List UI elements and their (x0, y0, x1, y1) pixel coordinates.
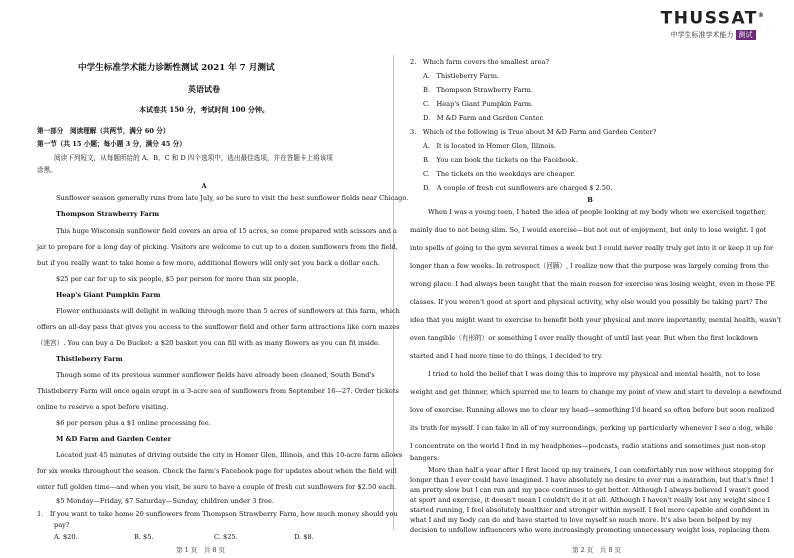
passage-line: classes. If you weren't good at sport and physical activity, why else would you possibly be taking part? The (410, 298, 768, 306)
passage-line: offers an all-day pass that gives you access to the sunflower field and other farm attractions like corn mazes (37, 323, 400, 331)
passage-line: I tried to hold the belief that I was doing this to improve my physical and mental health, not to lose (428, 370, 761, 378)
farm-heading: Thistleberry Farm (56, 355, 123, 363)
answer-option: A. $20. (54, 533, 78, 541)
passage-line: love of exercise. Running allows me to clear my head—something I'd heard so often before but soon realized (410, 406, 775, 414)
passage-line: $6 per person plus a $1 online processing fee. (56, 419, 211, 427)
passage-line: at sport and exercise, it doesn't mean I couldn't do it at all. Although I haven't really lost any weight since I (410, 496, 771, 504)
passage-line: $5 Monday—Friday, $7 Saturday—Sunday, children under 3 free. (56, 497, 275, 505)
passage-line: its truth for myself. I can take in all of my surroundings, perking up particularly whenever I see a dog, while (410, 424, 774, 432)
passage-line: jar to prepare for a long day of picking. Visitors are welcome to cut up to a dozen sunflowers from the field, (37, 243, 398, 251)
part-heading: 第一部分 阅读理解（共两节，满分 60 分） (37, 127, 170, 135)
exam-title: 中学生标准学术能力诊断性测试 2021 年 7 月测试 (78, 63, 275, 73)
answer-option: C. Heap's Giant Pumpkin Farm. (423, 100, 534, 108)
passage-line: When I was a young teen, I hated the idea of people looking at my body when we exercised together, (428, 208, 766, 216)
instructions-line: 涂黑。 (37, 166, 57, 174)
instructions-line: 阅读下列短文，从每题所给的 A、B、C 和 D 四个选项中，选出最佳选项，并在答题卡上将该项 (54, 154, 333, 162)
passage-line: longer than a few weeks. In retrospect（回顾）, I realize now that the purpose was largely coming from the (410, 262, 769, 270)
right-page (406, 0, 782, 558)
answer-option: B. Thompson Strawberry Farm. (423, 86, 534, 94)
logo-wordmark: THUSSAT (660, 8, 758, 29)
answer-option: D. $8. (294, 533, 314, 541)
left-page (28, 0, 409, 558)
passage-label: B (587, 196, 593, 204)
registered-mark: ® (757, 12, 766, 19)
passage-line: even tangible（有形的）or something I ever really thought of until last year. But when the first lockdown (410, 334, 759, 342)
passage-line: longer than I ever could have imagined. I have absolutely no desire to ever run a marathon, but that's fine! I (410, 476, 774, 484)
farm-heading: M &D Farm and Garden Center (56, 435, 172, 443)
passage-line: decision to unfollow influencers who were increasingly promoting unnecessary weight loss, replacing them (410, 526, 770, 534)
passage-line: wrong place. I had always been taught that the main reason for exercise was losing weight, even in those PE (410, 280, 776, 288)
passage-line: into spells of going to the gym several times a week but I could never really truly get into it or keep it up for (410, 244, 774, 252)
passage-line: what I and my body can do and have started to love myself so much more. It's also been helped by my (410, 516, 752, 524)
passage-line: Located just 45 minutes of driving outside the city in Homer Glen, Illinois, and this 10-acre farm allows (56, 451, 403, 459)
passage-line: enter full golden time—and when you visit, be sure to have a couple of fresh cut sunflowers for $2.50 each. (37, 483, 397, 491)
passage-line: Flower enthusiasts will delight in walking through more than 5 acres of sunflowers at this farm, which (56, 307, 400, 315)
passage-line: started and I had more time to do things, I decided to try. (410, 352, 603, 360)
answer-option: D. A couple of fresh cut sunflowers are charged $ 2.50. (423, 184, 613, 192)
answer-option: B. $5. (134, 533, 154, 541)
passage-label: A (201, 182, 207, 190)
answer-option: A. Thistleberry Farm. (423, 72, 500, 80)
farm-heading: Heap's Giant Pumpkin Farm (56, 291, 161, 299)
passage-line: Thistleberry Farm will once again erupt in a 3-acre sea of sunflowers from September 16—27. Order tickets (37, 387, 399, 395)
passage-line: Sunflower season generally runs from late July, so be sure to visit the best sunflower fields near Chicago. (56, 194, 409, 202)
farm-heading: Thompson Strawberry Farm (56, 210, 160, 218)
passage-line: This huge Wisconsin sunflower field covers an area of 15 acres, so come prepared with scissors and a (56, 227, 397, 235)
subject-title: 英语试卷 (188, 84, 220, 94)
logo-badge: 测试 (736, 30, 756, 40)
passage-line: More than half a year after I first laced up my trainers, I can comfortably run now without stopping for (428, 466, 774, 474)
question-stem: 3. Which of the following is True about M &D Farm and Garden Center? (410, 128, 657, 136)
question-stem: pay? (54, 521, 70, 529)
passage-line: （迷宫）. You can buy a De Bucket: a $20 basket you can fill with as many flowers as you can fit inside. (37, 339, 381, 347)
answer-option: B. You can book the tickets on the Facebook. (423, 156, 578, 164)
passage-line: started running, I feel absolutely healthier and stronger within myself. I feel more capable and confident in (410, 506, 770, 514)
answer-option: D. M &D Farm and Garden Center. (423, 114, 544, 122)
passage-line: idea that you might want to exercise to benefit both your physical and more importantly, mental health, wasn't (410, 316, 781, 324)
question-stem: 2. Which farm covers the smallest area? (410, 58, 550, 66)
answer-option: A. It is located in Homer Glen, Illinois. (423, 142, 556, 150)
section-heading: 第一节（共 15 小题；每小题 3 分，满分 45 分） (37, 140, 186, 148)
passage-line: for six weeks throughout the season. Check the farm's Facebook page for updates about when the field will (37, 467, 397, 475)
question-stem: 1. If you want to take home 20 sunflowers from Thompson Strawberry Farm, how much money should you (37, 510, 398, 518)
passage-line: Though some of its previous summer sunflower fields have already been cleaned, South Bend's (56, 371, 375, 379)
passage-line: am pretty slow but I can run and my pace continues to get better. Although I always believed I wasn't good (410, 486, 770, 494)
page-footer: 第 1 页 共 8 页 (176, 546, 226, 554)
page-footer: 第 2 页 共 8 页 (572, 546, 622, 554)
logo-subtitle: 中学生标准学术能力 (670, 30, 734, 39)
passage-line: $25 per car for up to six people, $5 per person for more than six people. (56, 275, 299, 283)
passage-line: weight and get thinner, which spurred me to learn to change my point of view and start to develop a newfound (410, 388, 782, 396)
exam-info: 本试卷共 150 分，考试时间 100 分钟。 (139, 105, 269, 114)
passage-line: online to reserve a spot before visiting. (37, 403, 169, 411)
passage-line: bangers. (410, 454, 440, 462)
answer-option: C. $25. (214, 533, 238, 541)
answer-option: C. The tickets on the weekdays are cheaper. (423, 170, 576, 178)
passage-line: but if you really want to take home a few more, additional flowers will only set you back a dollar each. (37, 259, 380, 267)
passage-line: I concentrate on the world I find in my headphones—podcasts, radio stations and sometimes just non-stop (410, 442, 766, 450)
passage-line: mainly due to not being slim. So, I would exercise—but not out of enjoyment, but only to lose weight. I got (410, 226, 767, 234)
